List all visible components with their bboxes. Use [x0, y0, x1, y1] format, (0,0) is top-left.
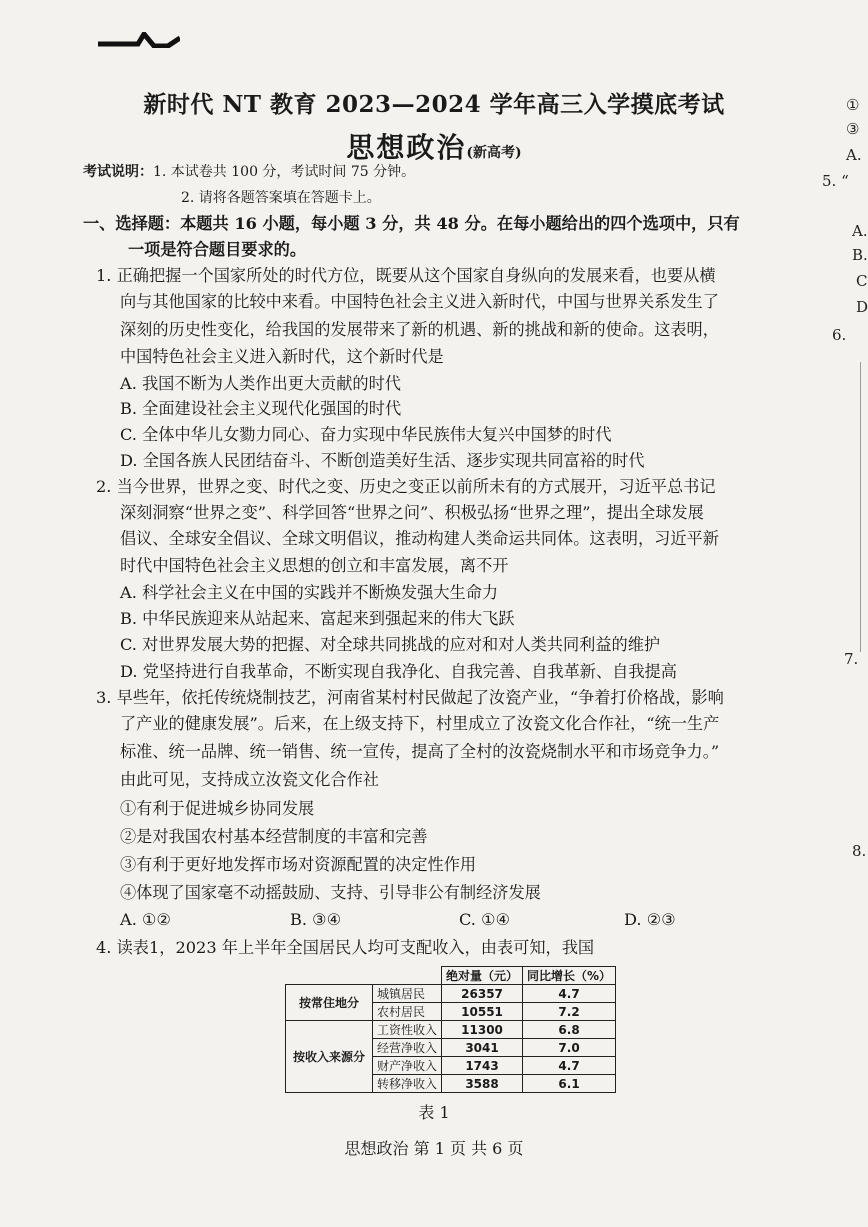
edge-text: B. [852, 246, 868, 264]
table-row-label: 农村居民 [373, 1003, 442, 1021]
q2-option-b: B. 中华民族迎来从站起来、富起来到强起来的伟大飞跃 [120, 609, 515, 628]
subject-title [0, 126, 868, 166]
q3-choice-c: C. ①④ [459, 910, 511, 929]
table-row [286, 985, 616, 1003]
edge-text: 6. [832, 326, 847, 344]
edge-text: D [856, 298, 868, 316]
table-group-source: 按收入来源分 [286, 1021, 373, 1093]
edge-text: ③ [846, 120, 860, 138]
q1-stem-line2: 向与其他国家的比较中来看。中国特色社会主义进入新时代，中国与世界关系发生了 [120, 292, 719, 311]
q3-stem-line2: 了产业的健康发展”。后来，在上级支持下，村里成立了汝瓷文化合作社，“统一生产 [120, 714, 720, 733]
q2-stem-line1: 2. 当今世界，世界之变、时代之变、历史之变正以前所未有的方式展开，习近平总书记 [96, 477, 716, 496]
edge-text: A. [852, 222, 868, 240]
q3-stem-line4: 由此可见，支持成立汝瓷文化合作社 [120, 770, 379, 789]
table-row-growth: 6.8 [523, 1021, 616, 1039]
q3-choice-a: A. ①② [120, 910, 172, 929]
table-row-value: 10551 [442, 1003, 523, 1021]
q1-option-a: A. 我国不断为人类作出更大贡献的时代 [120, 374, 401, 393]
instructions-line1 [83, 164, 415, 181]
table-row-value: 11300 [442, 1021, 523, 1039]
section-header-cont: 一项是符合题目要求的。 [128, 240, 307, 259]
table-row-growth: 4.7 [523, 985, 616, 1003]
q3-statement-2: ②是对我国农村基本经营制度的丰富和完善 [120, 827, 428, 846]
edge-text: A. [846, 146, 862, 164]
q1-option-b: B. 全面建设社会主义现代化强国的时代 [120, 399, 402, 418]
edge-text: 7. [844, 650, 859, 668]
edge-text: 8. [852, 842, 867, 860]
q1-stem-line3: 深刻的历史性变化，给我国的发展带来了新的机遇、新的挑战和新的使命。这表明， [120, 320, 719, 339]
q3-choice-d: D. ②③ [624, 910, 676, 929]
table-corner-cell [286, 967, 442, 985]
table-row-value: 26357 [442, 985, 523, 1003]
q3-stem-line1: 3. 早些年，依托传统烧制技艺，河南省某村村民做起了汝瓷产业，“争着打价格战，影响 [96, 688, 724, 707]
table-row-label: 城镇居民 [373, 985, 442, 1003]
table-row-label: 财产净收入 [373, 1057, 442, 1075]
edge-text: 5. “ [822, 172, 849, 190]
table-header-value: 绝对量（元） [442, 967, 523, 985]
instructions-item1: 1. 本试卷共 100 分，考试时间 75 分钟。 [153, 164, 416, 180]
q1-stem-line4: 中国特色社会主义进入新时代，这个新时代是 [120, 347, 444, 366]
table-row-label: 工资性收入 [373, 1021, 442, 1039]
q3-statement-1: ①有利于促进城乡协同发展 [120, 799, 315, 818]
q2-option-c: C. 对世界发展大势的把握、对全球共同挑战的应对和对人类共同利益的维护 [120, 635, 661, 654]
table-row-value: 3588 [442, 1075, 523, 1093]
q3-statement-3: ③有利于更好地发挥市场对资源配置的决定性作用 [120, 855, 477, 874]
q1-stem-line1: 1. 正确把握一个国家所处的时代方位，既要从这个国家自身纵向的发展来看，也要从横 [96, 266, 716, 285]
table-row-growth: 7.0 [523, 1039, 616, 1057]
q4-stem: 4. 读表1，2023 年上半年全国居民人均可支配收入，由表可知，我国 [96, 938, 595, 957]
subject-suffix: (新高考) [466, 145, 522, 161]
subject-name: 思想政治 [346, 131, 467, 164]
table-row-growth: 7.2 [523, 1003, 616, 1021]
edge-figure-border [860, 362, 868, 652]
exam-title: 新时代 NT 教育 2023—2024 学年高三入学摸底考试 [143, 91, 725, 118]
table-row-label: 经营净收入 [373, 1039, 442, 1057]
table-row-value: 1743 [442, 1057, 523, 1075]
q3-choice-b: B. ③④ [290, 910, 342, 929]
q1-option-c: C. 全体中华儿女勠力同心、奋力实现中华民族伟大复兴中国梦的时代 [120, 425, 612, 444]
q3-statement-4: ④体现了国家毫不动摇鼓励、支持、引导非公有制经济发展 [120, 883, 541, 902]
table-group-residence: 按常住地分 [286, 985, 373, 1021]
scan-mark-icon [98, 32, 180, 48]
q2-stem-line3: 倡议、全球安全倡议、全球文明倡议，推动构建人类命运共同体。这表明，习近平新 [120, 529, 719, 548]
table-row-growth: 6.1 [523, 1075, 616, 1093]
table-header-growth: 同比增长（%） [523, 967, 616, 985]
q2-option-a: A. 科学社会主义在中国的实践并不断焕发强大生命力 [120, 583, 499, 602]
edge-text: C [856, 272, 868, 290]
section-header: 一、选择题：本题共 16 小题，每小题 3 分，共 48 分。在每小题给出的四个选项中，只有 [83, 214, 740, 233]
table-row-value: 3041 [442, 1039, 523, 1057]
table-row-label: 转移净收入 [373, 1075, 442, 1093]
instructions-label: 考试说明： [83, 164, 153, 180]
income-table [285, 966, 616, 1093]
page-footer: 思想政治 第 1 页 共 6 页 [344, 1139, 524, 1158]
q2-stem-line2: 深刻洞察“世界之变”、科学回答“世界之问”、积极弘扬“世界之理”，提出全球发展 [120, 503, 704, 522]
instructions-item2: 2. 请将各题答案填在答题卡上。 [181, 190, 381, 206]
q2-stem-line4: 时代中国特色社会主义思想的创立和丰富发展，离不开 [120, 556, 509, 575]
table-caption: 表 1 [418, 1103, 450, 1122]
table-row [286, 1021, 616, 1039]
q1-option-d: D. 全国各族人民团结奋斗、不断创造美好生活、逐步实现共同富裕的时代 [120, 451, 645, 470]
table-row-growth: 4.7 [523, 1057, 616, 1075]
table-header-row [286, 967, 616, 985]
q2-option-d: D. 党坚持进行自我革命，不断实现自我净化、自我完善、自我革新、自我提高 [120, 662, 677, 681]
q3-stem-line3: 标准、统一品牌、统一销售、统一宣传，提高了全村的汝瓷烧制水平和市场竞争力。” [120, 742, 720, 761]
edge-text: ① [846, 96, 860, 114]
